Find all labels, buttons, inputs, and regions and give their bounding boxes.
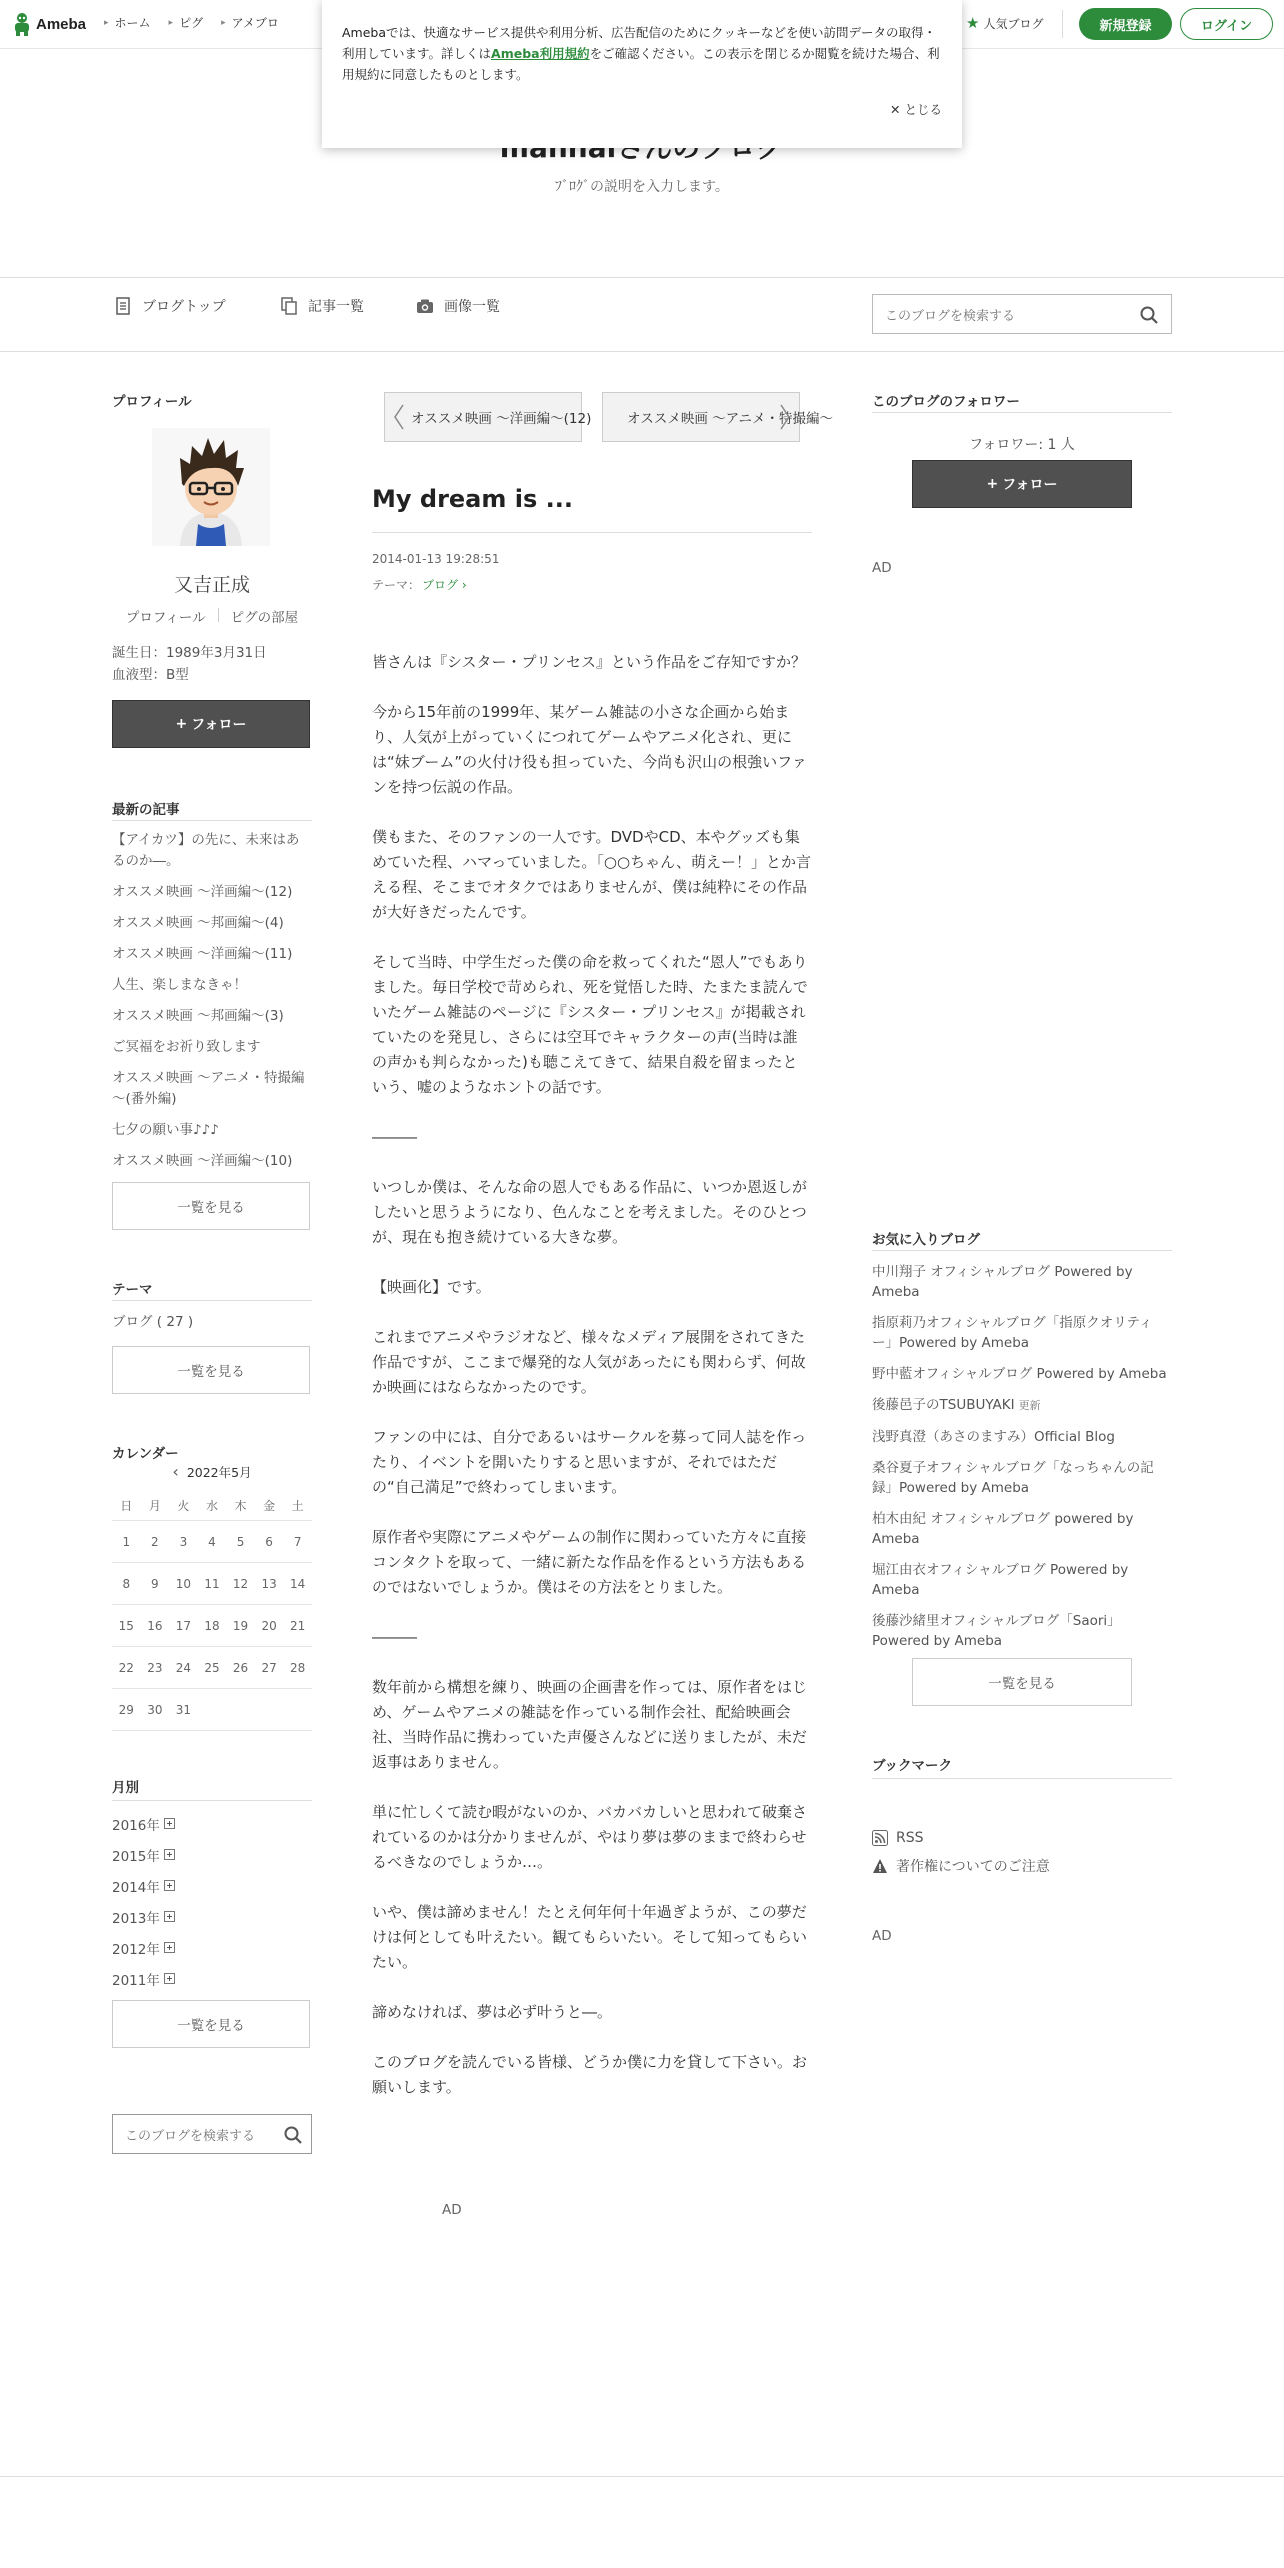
- calendar-day: 17: [169, 1605, 198, 1647]
- calendar-day: 5: [226, 1521, 255, 1563]
- favorite-blog[interactable]: 堀江由衣オフィシャルブログ Powered by Ameba: [872, 1562, 1129, 1598]
- image-list-link[interactable]: 画像一覧: [416, 296, 500, 316]
- calendar-day: 29: [112, 1689, 141, 1731]
- followers-heading-line: [872, 412, 1172, 413]
- recent-entry[interactable]: ご冥福をお祈り致します: [112, 1039, 261, 1055]
- calendar-day: 9: [141, 1563, 170, 1605]
- archive-year-2012[interactable]: 2012年: [112, 1932, 175, 1963]
- post-paragraph: 皆さんは『シスター・プリンセス』という作品をご存知ですか？: [372, 653, 806, 671]
- calendar-day: 10: [169, 1563, 198, 1605]
- favorite-blog[interactable]: 柏木由紀 オフィシャルブログ powered by Ameba: [872, 1511, 1134, 1547]
- post-paragraph: 数年前から構想を練り、映画の企画書を作っては、原作者をはじめ、ゲームやアニメの雑誌を作っている制作会社、配給映画会社、当時作品に携わっていた声優さんなどに送りましたが、未だ返事はありません。: [372, 1678, 808, 1771]
- post-title: My dream is ...: [372, 485, 573, 513]
- calendar-day: 3: [169, 1521, 198, 1563]
- post-paragraph: ファンの中には、自分であるいはサークルを募って同人誌を作ったり、イベントを開いたりすると思いますが、それではただの“自己満足”で終わってしまいます。: [372, 1428, 807, 1496]
- warning-icon: [872, 1858, 888, 1874]
- calendar-day: [283, 1689, 312, 1731]
- calendar-day: 7: [283, 1521, 312, 1563]
- pigg-room-link[interactable]: ピグの部屋: [230, 610, 299, 626]
- archive-heading: 月別: [112, 1780, 139, 1796]
- footer-divider: [0, 2476, 1284, 2477]
- side-search-box: [112, 2114, 312, 2154]
- post-paragraph: そして当時、中学生だった僕の命を救ってくれた“恩人”でもありました。毎日学校で苛められ、死を覚悟した時、たまたま読んでいたゲーム雑誌のページに『シスター・プリンセス』が掲載されていたのを発見し、さらには空耳でキャラクターの声(当時は誰の声かも判らなかった)も聴こえてきて、結果自殺を留まったという、嘘のようなホントの話です。: [372, 953, 808, 1096]
- header-divider-bottom: [0, 351, 1284, 352]
- calendar-day: 14: [283, 1563, 312, 1605]
- blog-search-box: [872, 294, 1172, 334]
- bookmark-heading: ブックマーク: [872, 1758, 953, 1774]
- recent-entry[interactable]: オススメ映画 ～洋画編～(10): [112, 1153, 293, 1169]
- follow-button[interactable]: + フォロー: [912, 460, 1132, 508]
- calendar-day: 22: [112, 1647, 141, 1689]
- post-paragraph: 原作者や実際にアニメやゲームの制作に関わっていた方々に直接コンタクトを取って、一緒に新たな作品を作るという方法もあるのではないでしょうか。僕はその方法をとりました。: [372, 1528, 807, 1596]
- post-paragraph: 今から15年前の1999年、某ゲーム雑誌の小さな企画から始まり、人気が上がっていくにつれてゲームやアニメ化され、更には“妹ブーム”の火付け役も担っていた、今尚も沢山の根強いファンを持つ伝説の作品。: [372, 703, 807, 796]
- recent-entry[interactable]: オススメ映画 ～洋画編～(12): [112, 884, 293, 900]
- ad-label: AD: [872, 1928, 892, 1944]
- calendar-grid: [112, 1490, 312, 1731]
- favorite-blog[interactable]: 中川翔子 オフィシャルブログ Powered by Ameba: [872, 1264, 1133, 1300]
- archive-heading-line: [112, 1800, 312, 1801]
- post-separator: ―――: [372, 1128, 417, 1146]
- calendar-day: 27: [255, 1647, 284, 1689]
- post-paragraph: 諦めなければ、夢は必ず叶うと―。: [372, 2003, 613, 2021]
- calendar-day: 16: [141, 1605, 170, 1647]
- recent-entry[interactable]: オススメ映画 ～邦画編～(3): [112, 1008, 284, 1024]
- chevron-left-icon[interactable]: ‹: [172, 1462, 179, 1481]
- post-paragraph: いや、僕は諦めません！たとえ何年何十年過ぎようが、この夢だけは何としても叶えたい。観てもらいたい。そして知ってもらいたい。: [372, 1903, 808, 1971]
- chevron-right-icon: ▸: [168, 17, 174, 28]
- popular-blog-link[interactable]: ★ 人気ブログ: [966, 14, 1044, 32]
- favorites-more-button[interactable]: 一覧を見る: [912, 1658, 1132, 1706]
- avatar-image: [152, 428, 270, 546]
- copy-icon: [280, 297, 298, 315]
- calendar-day: 13: [255, 1563, 284, 1605]
- post-body: [372, 650, 812, 2125]
- next-entry-title: オススメ映画 ～アニメ・特撮編～: [627, 411, 833, 427]
- calendar-day: 26: [226, 1647, 255, 1689]
- calendar-day: 24: [169, 1647, 198, 1689]
- weekday: 木: [226, 1490, 255, 1521]
- chevron-right-icon: ▸: [221, 17, 226, 28]
- favorites-list: [872, 1262, 1172, 1662]
- theme-heading: テーマ: [112, 1282, 153, 1298]
- recent-entry[interactable]: オススメ映画 ～アニメ・特撮編～(番外編): [112, 1070, 305, 1107]
- updated-badge: 更新: [1018, 1399, 1041, 1412]
- ameba-logo[interactable]: [12, 12, 86, 36]
- post-separator: ―――: [372, 1628, 417, 1646]
- calendar-month: 2022年5月: [186, 1464, 252, 1480]
- calendar-day: 19: [226, 1605, 255, 1647]
- post-title-line: [372, 532, 812, 533]
- post-paragraph: 【映画化】です。: [372, 1278, 491, 1296]
- profile-info: [112, 642, 267, 686]
- register-button[interactable]: 新規登録: [1079, 8, 1172, 40]
- ad-label: AD: [872, 560, 892, 576]
- plus-icon: +: [986, 476, 999, 492]
- calendar-day: [198, 1689, 227, 1731]
- nav-pigg[interactable]: ▸ ピグ: [168, 16, 204, 30]
- post-paragraph: このブログを読んでいる皆様、どうか僕に力を貸して下さい。お願いします。: [372, 2053, 808, 2096]
- birthday: 誕生日：1989年3月31日: [112, 645, 267, 661]
- archive-year-2016[interactable]: 2016年: [112, 1808, 175, 1839]
- blog-top-link[interactable]: ブログトップ: [114, 296, 226, 316]
- calendar-day: [255, 1689, 284, 1731]
- calendar-day: 23: [141, 1647, 170, 1689]
- calendar-day: 11: [198, 1563, 227, 1605]
- search-icon[interactable]: [283, 2125, 303, 2145]
- post-date: 2014-01-13 19:28:51: [372, 552, 500, 566]
- expand-plus-icon[interactable]: [164, 1849, 175, 1860]
- calendar-day: 12: [226, 1563, 255, 1605]
- cookie-message: Amebaでは、快適なサービス提供や利用分析、広告配信のためにクッキーなどを使い訪問データの取得・利用しています。詳しくはAmeba利用規約をご確認ください。この表示を閉じるか閲覧を続けた場合、利用規約に同意したものとします。: [342, 25, 940, 82]
- recent-entry[interactable]: 七夕の願い事♪♪♪: [112, 1122, 219, 1138]
- calendar-day: 21: [283, 1605, 312, 1647]
- star-icon: ★: [966, 14, 980, 32]
- weekday: 土: [283, 1490, 312, 1521]
- archive-year-2015[interactable]: 2015年: [112, 1839, 175, 1870]
- weekday: 火: [169, 1490, 198, 1521]
- global-nav: [104, 14, 279, 31]
- calendar-day: 25: [198, 1647, 227, 1689]
- nav-ameblo[interactable]: ▸ アメブロ: [221, 16, 279, 30]
- archive-year-2013[interactable]: 2013年: [112, 1901, 175, 1932]
- copyright-notice-link[interactable]: 著作権についてのご注意: [872, 1856, 1050, 1876]
- theme-item-blog[interactable]: ブログ ( 27 ): [112, 1314, 194, 1330]
- expand-plus-icon[interactable]: [164, 1973, 175, 1984]
- bookmark-heading-line: [872, 1778, 1172, 1779]
- expand-plus-icon[interactable]: [164, 1880, 175, 1891]
- expand-plus-icon[interactable]: [164, 1942, 175, 1953]
- login-button[interactable]: ログイン: [1180, 8, 1273, 40]
- favorite-blog[interactable]: 後藤沙緒里オフィシャルブログ「Saori」Powered by Ameba: [872, 1613, 1121, 1649]
- calendar-day: 6: [255, 1521, 284, 1563]
- calendar-day: 2: [141, 1521, 170, 1563]
- post-paragraph: 単に忙しくて読む暇がないのか、バカバカしいと思われて破棄されているのかは分かりませんが、やはり夢は夢のままで終わらせるべきなのでしょうか…。: [372, 1803, 808, 1871]
- profile-links: [112, 606, 312, 626]
- archive-year-2014[interactable]: 2014年: [112, 1870, 175, 1901]
- followers-heading: このブログのフォロワー: [872, 394, 1020, 410]
- cookie-consent-dialog: [322, 0, 962, 148]
- profile-heading: プロフィール: [112, 394, 192, 410]
- post-paragraph: 僕もまた、そのファンの一人です。DVDやCD、本やグッズも集めていた程、ハマっていました。「○○ちゃん、萌えー！」とか言える程、そこまでオタクではありませんが、僕は純粋にその作品が大好きだったんです。: [372, 828, 811, 921]
- calendar-day: 15: [112, 1605, 141, 1647]
- recent-entry[interactable]: 人生、楽しまなきゃ！: [112, 977, 247, 993]
- follower-count[interactable]: フォロワー: 1 人: [969, 437, 1075, 453]
- recent-heading-line: [112, 820, 312, 821]
- search-icon[interactable]: [1139, 305, 1159, 325]
- document-icon: [114, 297, 132, 315]
- favorites-heading-line: [872, 1250, 1172, 1251]
- calendar-heading: カレンダー: [112, 1446, 179, 1462]
- calendar-day: 31: [169, 1689, 198, 1731]
- favorite-blog[interactable]: 野中藍オフィシャルブログ Powered by Ameba: [872, 1366, 1167, 1382]
- calendar-day: 28: [283, 1647, 312, 1689]
- expand-plus-icon[interactable]: [164, 1818, 175, 1829]
- blog-search-input[interactable]: [883, 305, 1127, 327]
- calendar-day: 8: [112, 1563, 141, 1605]
- calendar-day: 30: [141, 1689, 170, 1731]
- weekday: 日: [112, 1490, 141, 1521]
- post-paragraph: いつしか僕は、そんな命の恩人でもある作品に、いつか恩返しがしたいと思うようになり、色んなことを考えました。そのひとつが、現在も抱き続けている大きな夢。: [372, 1178, 808, 1246]
- ameba-mascot-icon: [12, 12, 32, 36]
- post-theme-link[interactable]: ブログ ›: [422, 578, 467, 592]
- terms-link[interactable]: Ameba利用規約: [491, 46, 590, 61]
- chevron-right-icon: ▸: [104, 17, 109, 28]
- favorite-blog[interactable]: 後藤邑子のTSUBUYAKI: [872, 1397, 1015, 1413]
- cookie-close-button[interactable]: ✕ とじる: [890, 101, 942, 117]
- logo-text: Ameba: [36, 15, 87, 33]
- calendar-day: 18: [198, 1605, 227, 1647]
- recent-entries-list: [112, 830, 312, 1182]
- follow-button[interactable]: + フォロー: [112, 700, 310, 748]
- recent-more-button[interactable]: 一覧を見る: [112, 1182, 310, 1230]
- entry-list-link[interactable]: 記事一覧: [280, 296, 364, 316]
- favorites-heading: お気に入りブログ: [872, 1232, 980, 1248]
- side-search-input[interactable]: [123, 2125, 277, 2147]
- calendar-day: 1: [112, 1521, 141, 1563]
- calendar-month-header: [112, 1462, 312, 1481]
- next-entry-button[interactable]: [602, 392, 833, 442]
- weekday: 金: [255, 1490, 284, 1521]
- header-divider: [1062, 10, 1063, 38]
- recent-entry[interactable]: 【アイカツ】の先に、未来はあるのか―。: [112, 832, 300, 869]
- author-name[interactable]: 又吉正成: [173, 574, 250, 596]
- recent-entry[interactable]: オススメ映画 ～洋画編～(11): [112, 946, 293, 962]
- post-theme: テーマ： ブログ ›: [372, 578, 467, 592]
- prev-entry-button[interactable]: [384, 392, 592, 442]
- link-divider: [218, 608, 219, 622]
- recent-entry[interactable]: オススメ映画 ～邦画編～(4): [112, 915, 284, 931]
- favorite-blog[interactable]: 桑谷夏子オフィシャルブログ「なっちゃんの記録」Powered by Ameba: [872, 1460, 1154, 1496]
- favorite-blog[interactable]: 指原莉乃オフィシャルブログ「指原クオリティー」Powered by Ameba: [872, 1315, 1153, 1351]
- calendar-day: 4: [198, 1521, 227, 1563]
- nav-home[interactable]: ▸ ホーム: [104, 16, 151, 30]
- expand-plus-icon[interactable]: [164, 1911, 175, 1922]
- chevron-right-icon: [779, 403, 791, 431]
- close-icon: ✕: [890, 101, 901, 117]
- blood-type: 血液型：B型: [112, 667, 189, 683]
- archive-more-button[interactable]: 一覧を見る: [112, 2000, 310, 2048]
- recent-entries-heading: 最新の記事: [112, 802, 180, 818]
- camera-icon: [416, 297, 434, 315]
- weekday: 月: [141, 1490, 170, 1521]
- weekday: 水: [198, 1490, 227, 1521]
- profile-link[interactable]: プロフィール: [125, 610, 206, 626]
- blog-description: ﾌﾞﾛｸﾞの説明を入力します。: [555, 179, 729, 195]
- avatar[interactable]: [152, 428, 270, 546]
- calendar-day: 20: [255, 1605, 284, 1647]
- calendar-day: [226, 1689, 255, 1731]
- theme-heading-line: [112, 1300, 312, 1301]
- ad-label: AD: [442, 2202, 462, 2218]
- plus-icon: +: [175, 716, 188, 732]
- header-divider-top: [0, 277, 1284, 278]
- favorite-blog[interactable]: 浅野真澄（あさのますみ）Official Blog: [872, 1429, 1116, 1445]
- chevron-left-icon: [393, 403, 405, 431]
- theme-more-button[interactable]: 一覧を見る: [112, 1346, 310, 1394]
- prev-entry-title: オススメ映画 ～洋画編～(12): [411, 411, 592, 427]
- favorite-blog-row: [872, 1395, 1172, 1416]
- archive-list: [112, 1808, 175, 1994]
- rss-icon: [872, 1830, 888, 1846]
- rss-link[interactable]: RSS: [872, 1830, 924, 1846]
- post-paragraph: これまでアニメやラジオなど、様々なメディア展開をされてきた作品ですが、ここまで爆発的な人気があったにも関わらず、何故か映画にはならなかったのです。: [372, 1328, 806, 1396]
- archive-year-2011[interactable]: 2011年: [112, 1963, 175, 1994]
